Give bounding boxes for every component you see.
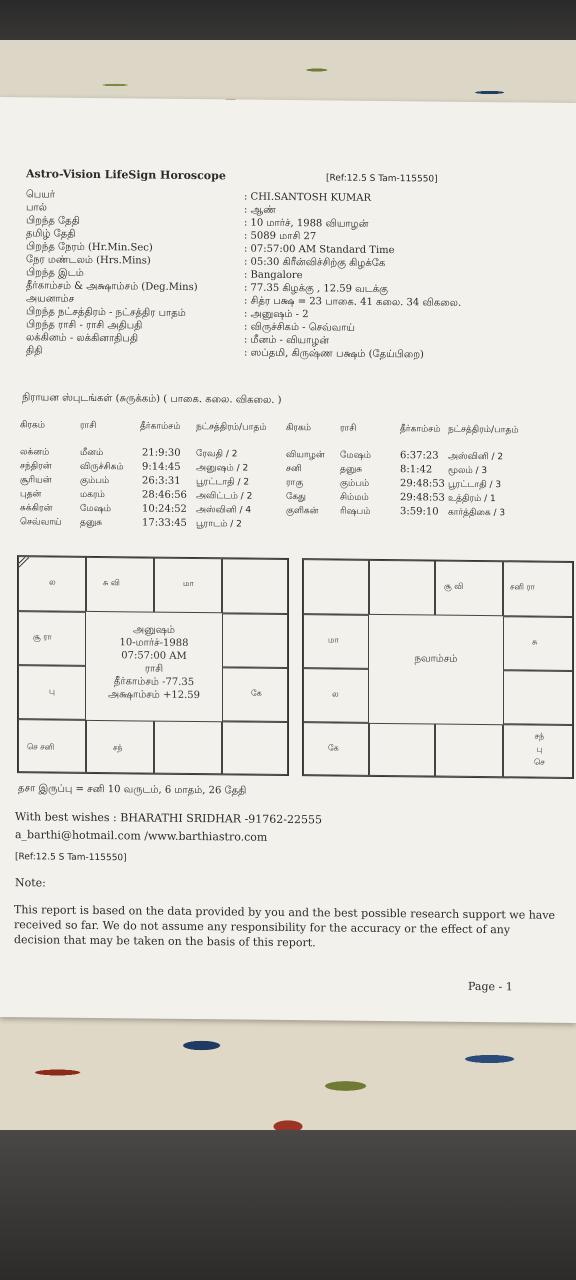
planet-name: செவ்வாய்	[20, 517, 62, 528]
planet-name: சூரியன்	[20, 475, 52, 486]
planet-star: அவிட்டம் / 2	[196, 491, 253, 502]
planet-rasi: கும்பம்	[340, 478, 370, 489]
planet-name: குளிகன்	[286, 505, 319, 517]
detail-value: : ஸப்தமி, கிருஷ்ண பக்ஷம் (தேய்பிறை)	[244, 347, 424, 361]
chart-cell-cancer	[222, 613, 288, 668]
planet-name: சந்திரன்	[20, 461, 52, 472]
chart-cell-gemini	[503, 561, 573, 617]
planet-longitude: 17:33:45	[142, 517, 187, 529]
center-star: அனுஷம்	[133, 624, 175, 636]
planet-longitude: 29:48:53	[400, 478, 445, 490]
chart-cell-aries	[86, 557, 154, 613]
cell-planets: கே	[251, 688, 262, 698]
chart-cell-gemini	[222, 558, 288, 614]
chart-cell-taurus	[435, 561, 503, 617]
cell-planets: சூ ரா	[33, 632, 52, 642]
detail-label: பெயர்	[26, 189, 56, 201]
chart-cell-capricorn	[303, 668, 369, 723]
header-cell: தீர்காம்சம்	[140, 421, 181, 432]
navamsa-chart	[302, 558, 574, 779]
reference-number: [Ref:12.5 S Tam-115550]	[326, 173, 438, 185]
center-time: 07:57:00 AM	[121, 650, 187, 662]
note-label: Note:	[15, 876, 46, 890]
planet-star: அஸ்வினி / 2	[448, 451, 504, 463]
detail-label: லக்கினம் - லக்கினாதிபதி	[26, 332, 139, 345]
detail-value: : அனுஷம் - 2	[244, 308, 309, 321]
cell-planets: சந்	[113, 743, 123, 753]
note-line: received so far. We do not assume any responsibility for the accuracy or the effect of any	[14, 918, 511, 937]
planet-star: மூலம் / 3	[448, 465, 488, 477]
navamsa-chart-center	[369, 652, 503, 666]
detail-label: தமிழ் தேதி	[26, 228, 76, 240]
planet-longitude: 26:3:31	[142, 475, 181, 487]
detail-value: : 07:57:00 AM Standard Time	[244, 243, 395, 257]
chart-cell-sagittarius	[303, 722, 369, 776]
planet-rasi: சிம்மம்	[340, 492, 369, 503]
planet-rasi: மகரம்	[80, 489, 105, 501]
header-cell: தீர்காம்சம்	[400, 424, 441, 435]
header-cell: கிரகம்	[286, 422, 312, 434]
planet-star: அனுஷம் / 2	[196, 463, 249, 474]
planet-longitude: 29:48:53	[400, 492, 445, 504]
header-cell: நட்சத்திரம்/பாதம்	[196, 422, 267, 433]
cell-planets: ல	[332, 689, 339, 699]
planet-longitude: 3:59:10	[400, 506, 439, 518]
detail-value: : CHI.SANTOSH KUMAR	[244, 191, 372, 204]
center-latitude: அக்ஷாம்சம் +12.59	[107, 689, 201, 702]
chart-cell-pisces	[303, 559, 369, 615]
header-cell: ராசி	[340, 423, 357, 434]
detail-label: பிறந்த தேதி	[26, 215, 80, 227]
chart-cell-taurus	[154, 558, 222, 614]
cell-planets: கே	[328, 743, 339, 753]
planet-longitude: 28:46:56	[142, 489, 187, 501]
detail-label: பிறந்த நேரம் (Hr.Min.Sec)	[26, 241, 153, 254]
planet-rasi: ரிஷபம்	[340, 506, 371, 517]
cell-planets: சு வி	[103, 578, 120, 588]
chart-cell-aries	[369, 560, 435, 616]
planet-rasi: தனுசு	[80, 517, 103, 529]
planet-star: ரேவதி / 2	[196, 449, 238, 460]
cell-planets: சூ வி	[444, 581, 464, 591]
cell-planets: சு	[532, 637, 538, 647]
detail-value: : 5089 மாசி 27	[244, 230, 317, 243]
detail-label: நேர மண்டலம் (Hrs.Mins)	[26, 254, 151, 267]
detail-label: திதி	[26, 345, 43, 357]
lagna-marker-icon	[19, 557, 31, 569]
cell-planets: மா	[328, 635, 339, 645]
planet-star: பூரட்டாதி / 3	[448, 479, 502, 491]
detail-value: : 77.35 கிழக்கு , 12.59 வடக்கு	[244, 282, 388, 296]
center-date: 10-மார்ச்-1988	[119, 637, 189, 649]
note-line: This report is based on the data provided by you and the best possible research support we have	[14, 903, 556, 922]
planet-name: சனி	[286, 463, 302, 475]
detail-label: பிறந்த இடம்	[26, 267, 84, 279]
planet-star: அஸ்வினி / 4	[196, 505, 252, 516]
planet-longitude: 9:14:45	[142, 461, 181, 473]
chart-cell-leo	[503, 670, 573, 725]
section-title: நிராயன ஸ்புடங்கள் (சுருக்கம்) ( பாகை. கலை. விகலை. )	[22, 392, 282, 406]
planet-rasi: மீனம்	[80, 447, 104, 459]
dasa-balance: தசா இருப்பு = சனி 10 வருடம், 6 மாதம், 26 தேதி	[18, 783, 247, 797]
detail-label: பால்	[26, 202, 47, 214]
cell-planets: சனி ரா	[510, 582, 535, 592]
chart-cell-virgo	[503, 724, 573, 778]
chart-cell-scorpio	[369, 723, 435, 777]
rasi-chart	[17, 555, 289, 776]
planet-rasi: மேஷம்	[80, 503, 111, 515]
header-cell: கிரகம்	[20, 420, 46, 431]
chart-cell-capricorn	[18, 665, 86, 720]
planet-rasi: மேஷம்	[340, 450, 371, 461]
detail-value: : விருச்சிகம் - செவ்வாய்	[244, 321, 356, 334]
planet-name: ராகு	[286, 477, 304, 489]
planet-star: கார்த்திகை / 3	[448, 507, 506, 519]
header-cell: நட்சத்திரம்/பாதம்	[448, 424, 519, 436]
detail-value: : 10 மார்ச், 1988 வியாழன்	[244, 217, 369, 230]
chart-cell-aquarius	[303, 614, 369, 669]
planet-name: வியாழன்	[286, 449, 325, 461]
center-longitude: தீர்காம்சம் -77.35	[113, 676, 195, 689]
planet-longitude: 21:9:30	[142, 447, 181, 459]
planet-longitude: 8:1:42	[400, 464, 433, 476]
cell-planets: செ சனி	[27, 742, 55, 752]
detail-value: : சித்ர பக்ஷ = 23 பாகை. 41 கலை. 34 விகலை.	[244, 295, 462, 309]
cell-planets: பு	[49, 686, 55, 696]
detail-label: பிறந்த ராசி - ராசி அதிபதி	[26, 319, 143, 332]
planet-star: பூரட்டாதி / 2	[196, 477, 250, 488]
planet-rasi: கும்பம்	[80, 475, 110, 487]
reference-number-footer: [Ref:12.5 S Tam-115550]	[15, 852, 127, 864]
planet-name: லக்னம்	[20, 447, 50, 458]
chart-cell-aquarius	[18, 611, 86, 666]
floor-background	[0, 1130, 576, 1280]
planet-star: பூராடம் / 2	[196, 519, 242, 530]
page-number: Page - 1	[468, 979, 513, 994]
chart-cell-libra	[435, 724, 503, 778]
cell-planets: ல	[49, 577, 56, 587]
chart-cell-pisces	[18, 556, 86, 612]
cell-planets: மா	[183, 578, 194, 589]
detail-label: அயனாம்ச	[26, 293, 75, 305]
planet-rasi: தனுசு	[340, 464, 363, 475]
planet-name: புதன்	[20, 489, 42, 500]
center-chart-label: நவாம்சம்	[414, 653, 458, 665]
detail-value: : Bangalore	[244, 269, 303, 282]
chart-cell-libra	[154, 721, 222, 775]
chart-cell-virgo	[222, 721, 288, 775]
chart-cell-scorpio	[86, 720, 154, 774]
planet-name: கேது	[286, 491, 306, 503]
planet-longitude: 6:37:23	[400, 450, 439, 462]
planet-name: சுக்கிரன்	[20, 503, 53, 514]
header-cell: ராசி	[80, 420, 97, 431]
rasi-chart-center	[86, 623, 222, 702]
horoscope-document	[0, 97, 576, 1023]
cell-planets: சந் பு செ	[534, 731, 545, 767]
planet-longitude: 10:24:52	[142, 503, 187, 515]
document-title: Astro-Vision LifeSign Horoscope	[26, 167, 226, 183]
center-chart-label: ராசி	[144, 663, 164, 675]
note-line: decision that may be taken on the basis of this report.	[14, 933, 316, 950]
contact-line: a_barthi@hotmail.com /www.barthiastro.com	[15, 828, 268, 844]
detail-label: தீர்காம்சம் & அக்ஷாம்சம் (Deg.Mins)	[26, 280, 198, 294]
detail-value: : மீனம் - வியாழன்	[244, 334, 330, 347]
chart-cell-leo	[222, 667, 288, 722]
planet-rasi: விருச்சிகம்	[80, 461, 124, 473]
detail-value: : 05:30 கிரீன்விச்சிற்கு கிழக்கே	[244, 256, 386, 270]
detail-label: பிறந்த நட்சத்திரம் - நட்சத்திர பாதம்	[26, 306, 186, 319]
chart-cell-cancer	[503, 616, 573, 671]
planet-star: உத்திரம் / 1	[448, 493, 496, 505]
wishes-line: With best wishes : BHARATHI SRIDHAR -91762-22555	[15, 810, 322, 827]
detail-value: : ஆண்	[244, 204, 276, 216]
chart-cell-sagittarius	[18, 719, 86, 773]
fabric-background-bottom	[0, 1005, 576, 1140]
